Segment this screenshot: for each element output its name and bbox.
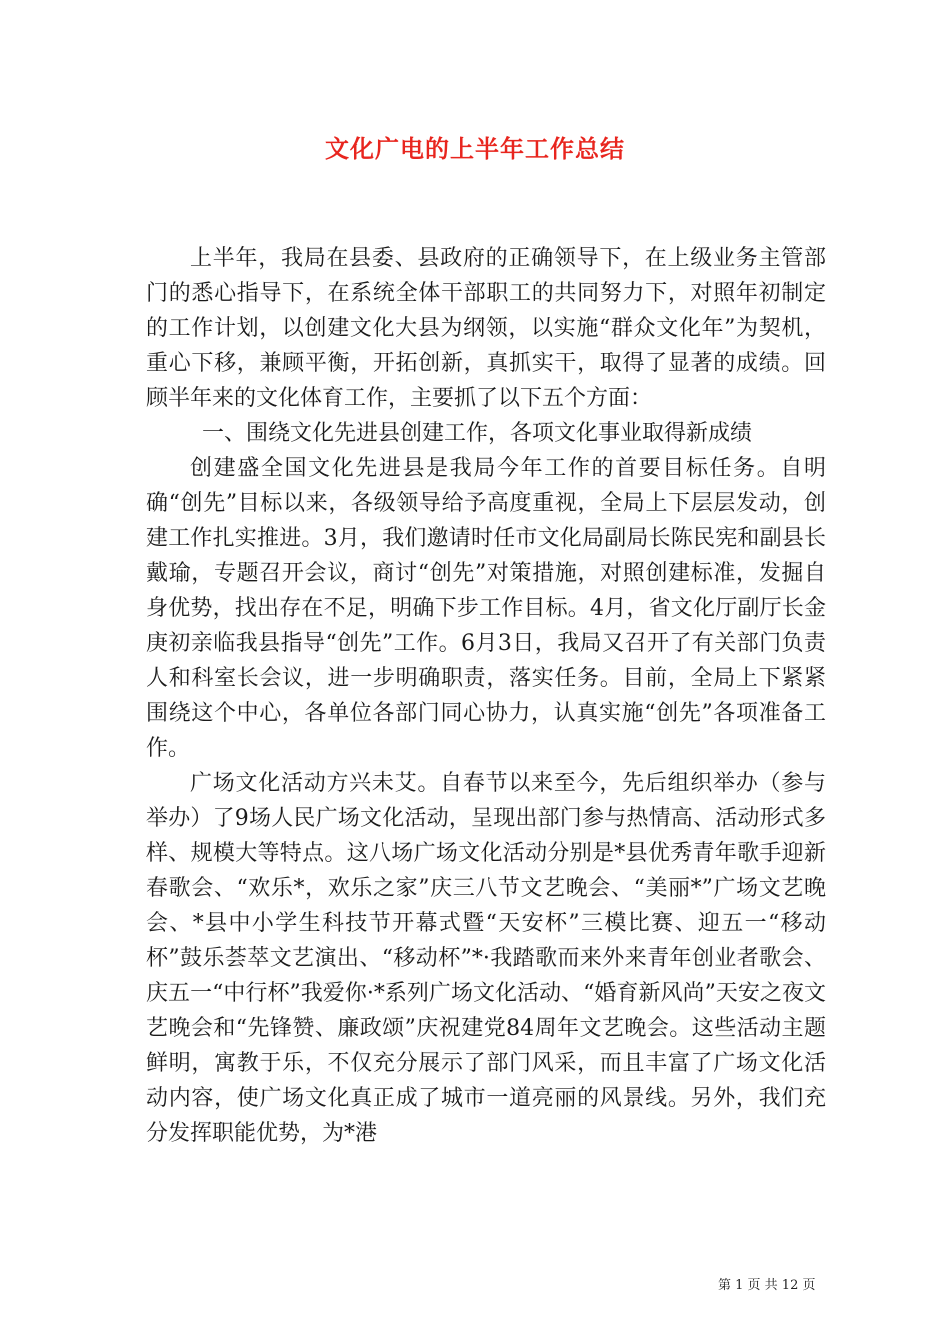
- intro-paragraph: 上半年，我局在县委、县政府的正确领导下，在上级业务主管部门的悉心指导下，在系统全体干部职工的共同努力下，对照年初制定的工作计划，以创建文化大县为纲领，以实施“群众文化年”为契机，重心下移，兼顾平衡，开拓创新，真抓实干，取得了显著的成绩。回顾半年来的文化体育工作，主要抓了以下五个方面：: [146, 246, 826, 411]
- page-number: 第 1 页 共 12 页: [718, 1278, 816, 1293]
- section-heading: 一、围绕文化先进县创建工作，各项文化事业取得新成绩: [202, 421, 753, 446]
- paragraph: 创建盛全国文化先进县是我局今年工作的首要目标任务。自明确“创先”目标以来，各级领导给予高度重视，全局上下层层发动，创建工作扎实推进。3月，我们邀请时任市文化局副局长陈民宪和副县长戴瑜，专题召开会议，商讨“创先”对策措施，对照创建标准，发掘自身优势，找出存在不足，明确下步工作目标。4月，省文化厅副厅长金庚初亲临我县指导“创先”工作。6月3日，我局又召开了有关部门负责人和科室长会议，进一步明确职责，落实任务。目前，全局上下紧紧围绕这个中心，各单位各部门同心协力，认真实施“创先”各项准备工作。: [146, 456, 826, 761]
- page-title: 文化广电的上半年工作总结: [325, 134, 625, 163]
- document-body: [146, 241, 826, 1151]
- paragraph: 广场文化活动方兴未艾。自春节以来至今，先后组织举办（参与举办）了9场人民广场文化活动，呈现出部门参与热情高、活动形式多样、规模大等特点。这八场广场文化活动分别是*县优秀青年歌手迎新春歌会、“欢乐*，欢乐之家”庆三八节文艺晚会、“美丽*”广场文艺晚会、*县中小学生科技节开幕式暨“天安杯”三模比赛、迎五一“移动杯”鼓乐荟萃文艺演出、“移动杯”*·我踏歌而来外来青年创业者歌会、庆五一“中行杯”我爱你·*系列广场文化活动、“婚育新风尚”天安之夜文艺晚会和“先锋赞、廉政颂”庆祝建党84周年文艺晚会。这些活动主题鲜明，寓教于乐，不仅充分展示了部门风采，而且丰富了广场文化活动内容，使广场文化真正成了城市一道亮丽的风景线。另外，我们充分发挥职能优势，为*港: [146, 771, 826, 1146]
